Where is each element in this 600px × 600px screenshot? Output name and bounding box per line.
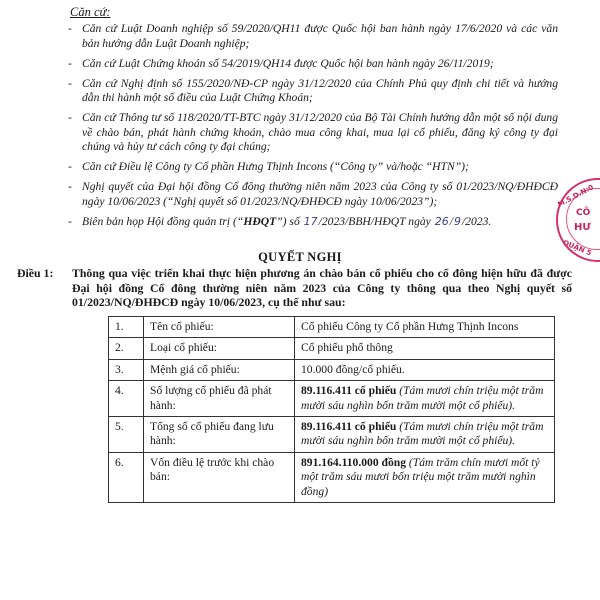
hdqt-abbrev: HĐQT [243, 214, 277, 228]
row-value: 10.000 đồng/cổ phiếu. [301, 362, 405, 376]
row-number: 4. [109, 381, 144, 417]
row-number: 5. [109, 417, 144, 453]
table-row [109, 452, 555, 502]
handwritten-number: 17 [303, 214, 318, 228]
row-value: Cổ phiếu Công ty Cổ phần Hưng Thịnh Incons [301, 320, 519, 333]
legal-basis-text: Căn cứ Nghị định số 155/2020/NĐ-CP ngày 31/12/2020 của Chính Phủ quy định chi tiết và hướng dẫn thi hành một số điều của Luật Chứng Khoán; [82, 76, 558, 105]
list-dash: - [68, 180, 72, 194]
resolution-title: QUYẾT NGHỊ [258, 250, 342, 264]
legal-basis-list [68, 22, 558, 235]
table-row [109, 338, 555, 359]
list-dash: - [68, 22, 72, 35]
row-value: 89.116.411 cổ phiếu [301, 384, 397, 398]
row-label: Tên cổ phiếu: [144, 317, 295, 338]
share-info-table [108, 316, 555, 503]
list-dash: - [68, 160, 72, 174]
minutes-text-4: / [449, 214, 453, 228]
legal-basis-text: Căn cứ Luật Chứng khoán số 54/2019/QH14 được Quốc hội ban hành ngày 26/11/2019; [82, 56, 494, 70]
table-row [109, 381, 555, 417]
row-value-cell [295, 317, 555, 338]
article-text: Thông qua việc triển khai thực hiện phương án chào bán cổ phiếu cho cổ đông hiện hữu đã được Đại hội đồng Cổ đông thường niên năm 2023 của Công ty thông qua theo Nghị quyết số 01/2023/NQ/ĐHĐCĐ ngày 10/06/2023, cụ thể như sau: [72, 266, 572, 310]
row-number: 1. [109, 317, 144, 338]
row-label: Loại cổ phiếu: [144, 338, 295, 359]
minutes-text-5: /2023. [461, 214, 492, 228]
minutes-text-2: ”) số [276, 214, 303, 228]
legal-basis-item [68, 57, 558, 72]
legal-basis-item [68, 22, 558, 51]
seal-mid-text: CÔ [576, 208, 591, 218]
legal-basis-text: Căn cứ Luật Doanh nghiệp số 59/2020/QH11 được Quốc hội ban hành ngày 17/6/2020 và các văn bản hướng dẫn Luật Doanh nghiệp; [82, 22, 558, 50]
legal-basis-text: Căn cứ Điều lệ Công ty Cổ phần Hưng Thịnh Incons (“Công ty” và/hoặc “HTN”); [82, 160, 469, 174]
row-value: Cổ phiếu phổ thông [301, 341, 393, 355]
handwritten-day: 26 [434, 214, 449, 228]
article-1 [17, 266, 572, 310]
minutes-text-1: Biên bản họp Hội đồng quản trị (“ [82, 214, 244, 228]
row-label: Số lượng cổ phiếu đã phát hành: [144, 381, 295, 417]
legal-basis-text: Nghị quyết của Đại hội đồng Cổ đông thường niên năm 2023 của Công ty số 01/2023/NQ/ĐHĐCĐ ngày 10/06/2023 (“Nghị quyết số 01/2023/NQ/ĐHĐCĐ ngày 10/06/2023”); [82, 180, 558, 208]
minutes-text-3: /2023/BBH/HĐQT ngày [318, 214, 434, 228]
row-value-note: (Tám mươi chín triệu một trăm mười sáu nghìn bốn trăm mười một cổ phiếu). [301, 384, 544, 412]
list-dash: - [68, 56, 72, 70]
legal-basis-text: Căn cứ Thông tư số 118/2020/TT-BTC ngày 31/12/2020 của Bộ Tài Chính hướng dẫn một số nội dung về chào bán, phát hành chứng khoán, chào mua công khai, mua lại cổ phiếu, đăng ký công ty đại chúng và hủy tư cách công ty đại chúng; [82, 111, 558, 154]
row-label: Vốn điều lệ trước khi chào bán: [144, 452, 295, 502]
legal-basis-item [68, 77, 558, 106]
seal-bottom-text: QUẬN 5 [561, 238, 593, 258]
legal-basis-item [68, 111, 558, 155]
can-cu-heading: Căn cứ: [70, 5, 111, 19]
table-row [109, 417, 555, 453]
row-label: Tổng số cổ phiếu đang lưu hành: [144, 417, 295, 453]
row-value: 89.116.411 cổ phiếu [301, 420, 397, 434]
row-number: 2. [109, 338, 144, 359]
list-dash: - [68, 111, 72, 125]
seal-side-text: HƯ [574, 222, 591, 233]
legal-basis-item [68, 180, 558, 209]
row-value-cell [295, 381, 555, 417]
handwritten-month: 9 [453, 214, 461, 228]
table-row [109, 317, 555, 338]
row-value-cell [295, 452, 555, 502]
article-label: Điều 1: [17, 266, 54, 280]
row-number: 6. [109, 452, 144, 502]
row-value-cell [295, 338, 555, 359]
row-label: Mệnh giá cổ phiếu: [144, 359, 295, 380]
row-number: 3. [109, 359, 144, 380]
list-dash: - [68, 214, 72, 228]
list-dash: - [68, 76, 72, 90]
row-value-note: (Tám mươi chín triệu một trăm mười sáu nghìn bốn trăm mười một cổ phiếu). [301, 420, 544, 448]
seal-top-text: M.S.D.N:0 [556, 183, 595, 209]
legal-basis-item-minutes [68, 215, 558, 230]
row-value: 891.164.110.000 đồng [301, 455, 407, 469]
row-value-note: (Tám trăm chín mươi mốt tỷ một trăm sáu mươi bốn triệu một trăm mười nghìn đồng) [301, 455, 540, 498]
table-row [109, 359, 555, 380]
row-value-cell [295, 359, 555, 380]
legal-basis-item [68, 160, 558, 175]
row-value-cell [295, 417, 555, 453]
